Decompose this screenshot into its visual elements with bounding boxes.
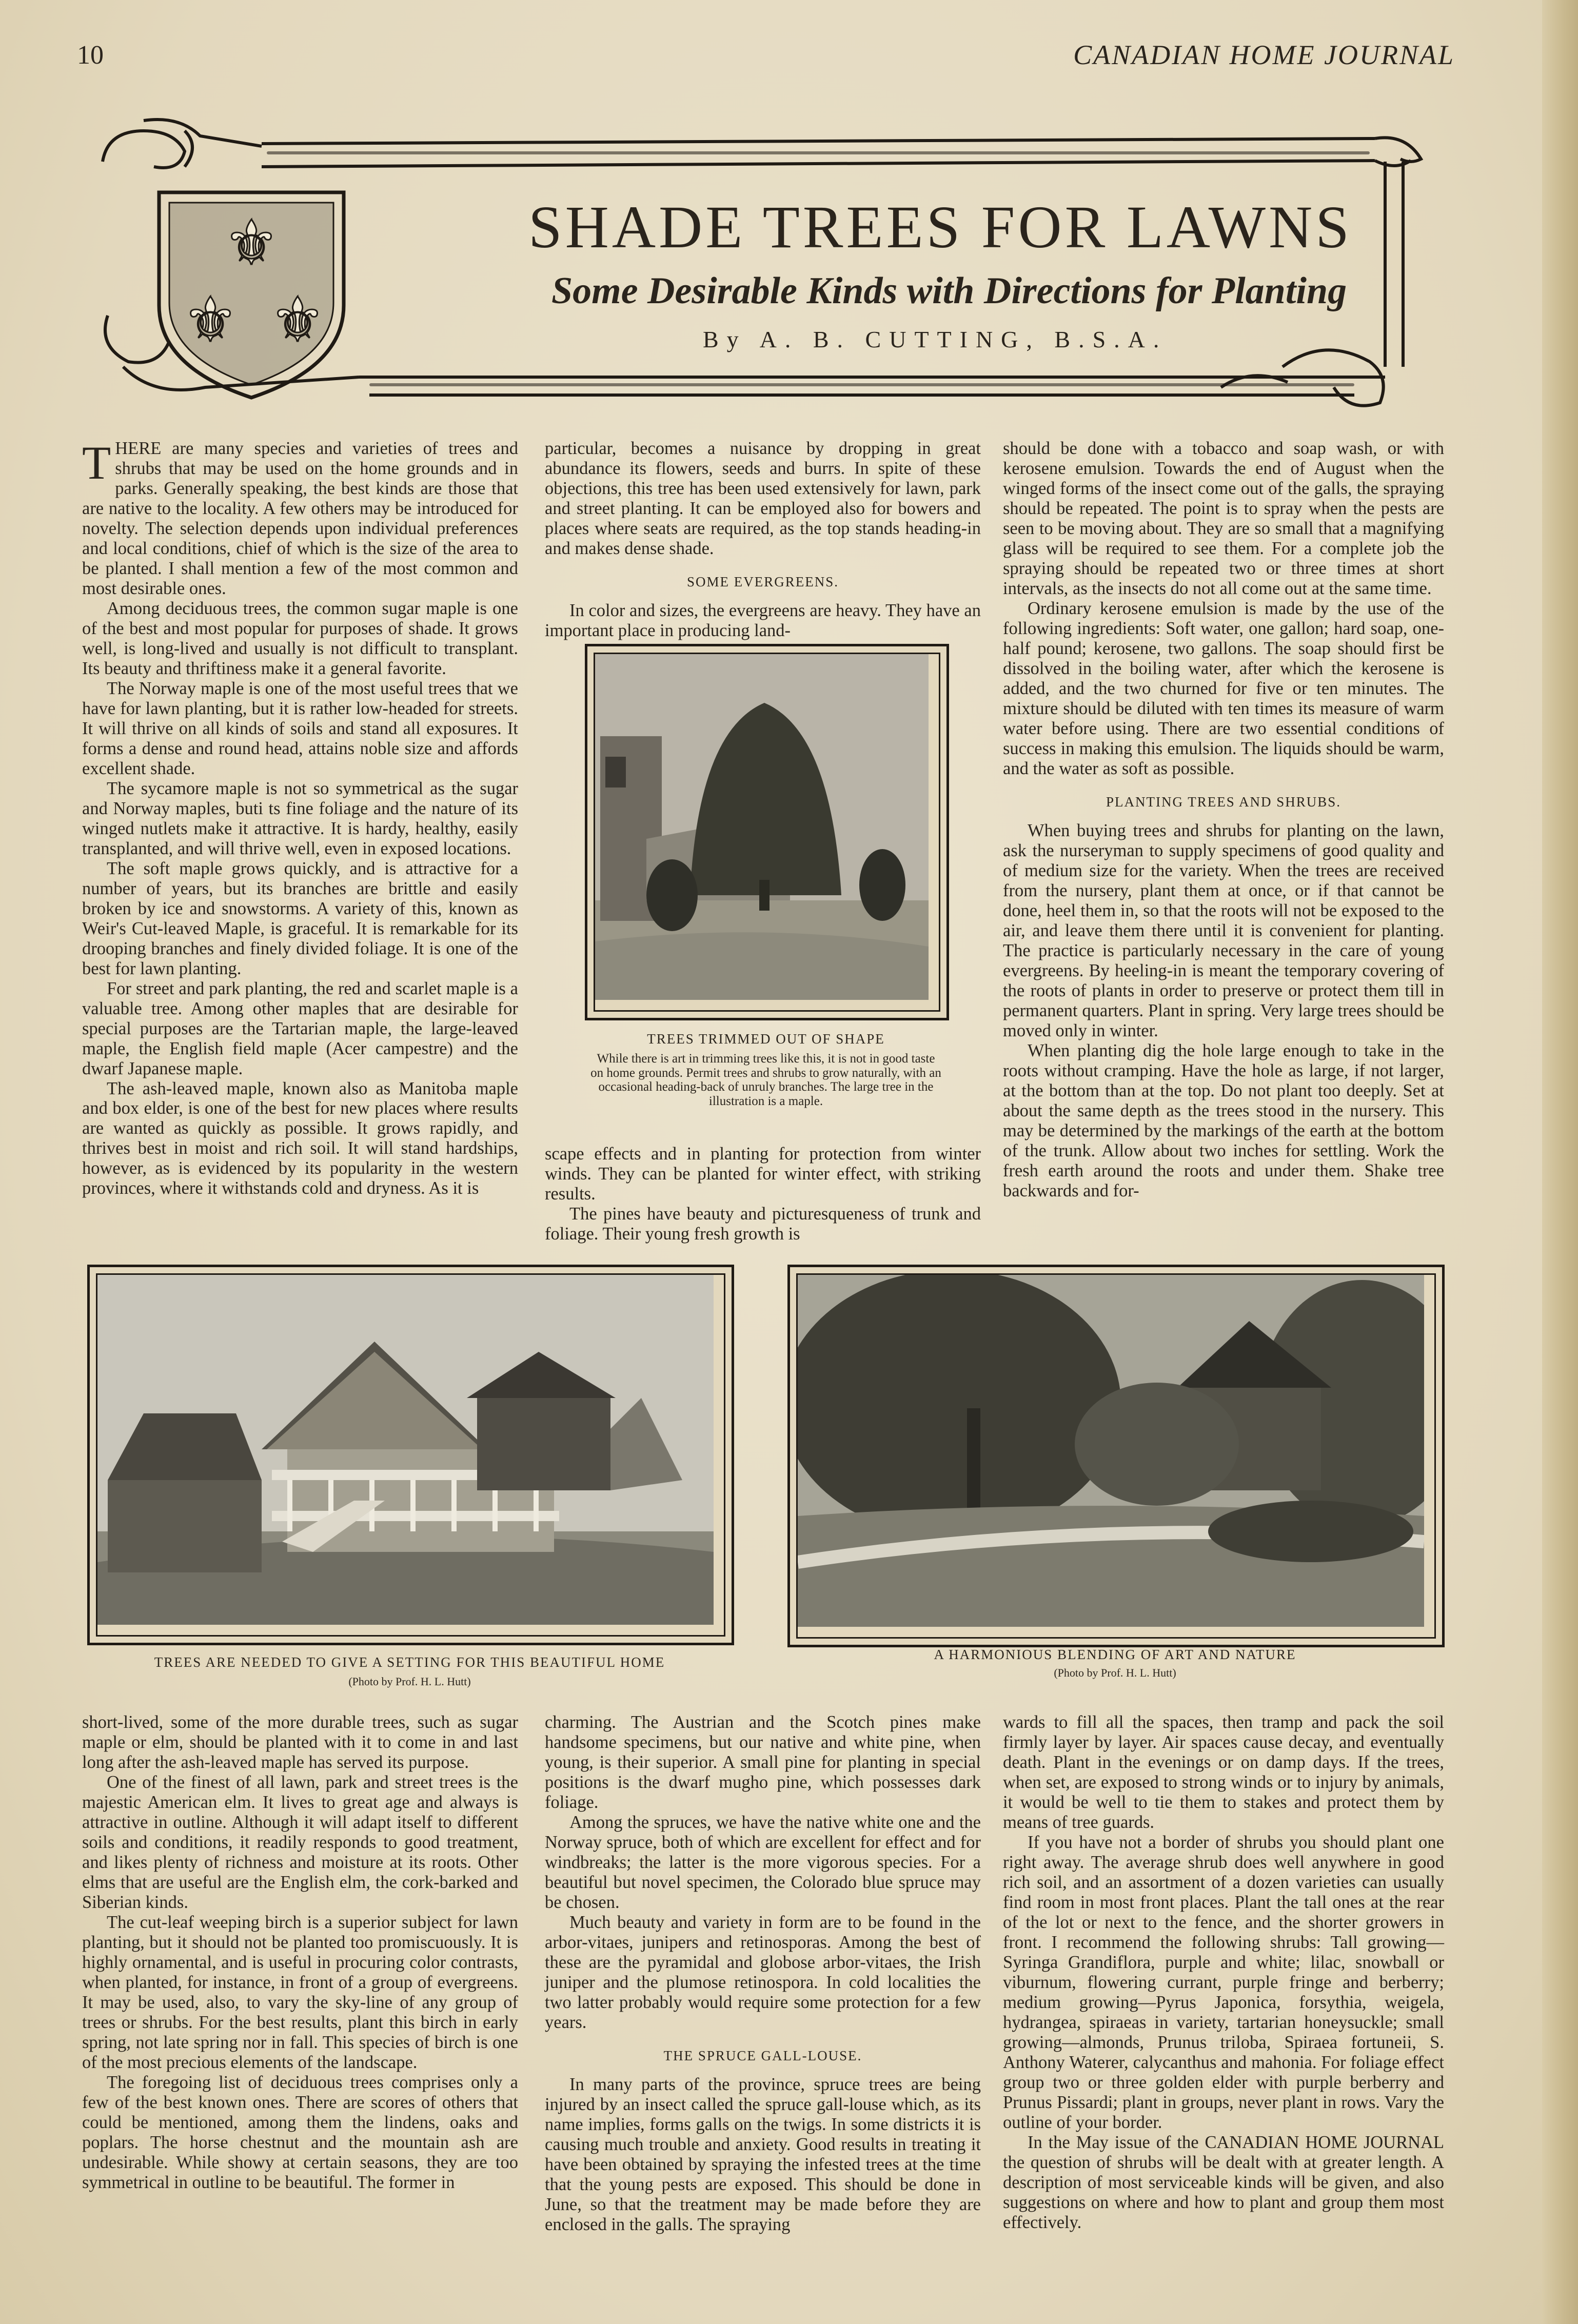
paragraph: Among the spruces, we have the native white one and the Norway spruce, both of which are excellent for effect and for windbreaks; the latter is the more vigorous species. For a beautiful but novel specimen, the Colorado blue spruce may be chosen. <box>545 1812 981 1912</box>
paragraph: wards to fill all the spaces, then tramp and pack the soil firmly layer by layer. Air spaces cause decay, and eventually death. Plant in the evenings or on damp days. If the trees, when set, are exposed to strong winds or to injury by animals, it would be well to tie them to stakes and protect them by means of tree guards. <box>1003 1712 1444 1832</box>
paragraph: scape effects and in planting for protection from winter winds. They can be planted for winter effect, with striking results. <box>545 1144 981 1204</box>
drop-cap: T <box>82 437 111 489</box>
section-heading: SOME EVERGREENS. <box>686 574 839 589</box>
house-photo-icon <box>97 1275 714 1625</box>
paragraph: In color and sizes, the evergreens are heavy. They have an important place in producing land- <box>545 601 981 641</box>
column-2-bottom <box>545 1712 981 2235</box>
svg-text:⚜: ⚜ <box>270 285 325 356</box>
paragraph: The soft maple grows quickly, and is attractive for a number of years, but its branches are brittle and easily broken by ice and snowstorms. A variety of this, known as Weir's Cut-leaved Maple, is graceful. It is remarkable for its drooping branches and finely divided foliage. It is one of the best for lawn planting. <box>82 858 518 978</box>
caption-trimmed-note: While there is art in trimming trees like this, it is not in good taste on home grounds. Permit trees and shrubs to grow naturally, with an occasional heading-back of unruly branches. The large tree in the illustration is a maple. <box>590 1052 941 1108</box>
paragraph: The foregoing list of deciduous trees comprises only a few of the best known ones. There are scores of others that could be mentioned, among them the lindens, oaks and poplars. The horse chestnut and the mountain ash are undesirable. While showy at certain seasons, they are too symmetrical in outline to be beautiful. The former in <box>82 2072 518 2192</box>
article-title: SHADE TREES FOR LAWNS <box>528 193 1352 261</box>
paragraph: THERE are many species and varieties of trees and shrubs that may be used on the home grounds and in parks. Generally speaking, the best kinds are those that are native to the locality. A few others may be introduced for novelty. The selection depends upon individual preferences and local conditions, chief of which is the size of the area to be planted. I shall mention a few of the most common and most desirable ones. <box>82 437 518 598</box>
photo-nature <box>787 1265 1445 1647</box>
column-1-bottom <box>82 1712 518 2193</box>
paragraph: The pines have beauty and picturesqueness of trunk and foliage. Their young fresh growth is <box>545 1204 981 1244</box>
svg-text:⚜: ⚜ <box>183 285 238 356</box>
column-3-bottom <box>1003 1712 1444 2233</box>
photo-trimmed-tree <box>585 644 949 1020</box>
paragraph: Much beauty and variety in form are to be found in the arbor-vitaes, junipers and retinosporas. Among the best of these are the pyramidal and globose arbor-vitaes, the Irish juniper and the plumose retinospora. In cold localities the two latter probably would require some protection for a few years. <box>545 1912 981 2032</box>
paragraph: particular, becomes a nuisance by dropping in great abundance its flowers, seeds and burrs. In spite of these objections, this tree has been used extensively for lawn, park and street planting. It can be employed also for bowers and places where seats are required, as the top stands heading-in and makes dense shade. <box>545 439 981 558</box>
paragraph: The ash-leaved maple, known also as Manitoba maple and box elder, is one of the best for new places where results are wanted as quickly as possible. It grows rapidly, and thrives best in moist and rich soil. It will stand hardships, however, as is evidenced by its popularity in the western provinces, where it withstands cold and dryness. As it is <box>82 1078 518 1198</box>
photo-home <box>87 1265 734 1645</box>
paragraph: For street and park planting, the red and scarlet maple is a valuable tree. Among other maples that are desirable for special purposes are the Tartarian maple, the large-leaved maple, the English field maple (Acer campestre) and the dwarf Japanese maple. <box>82 978 518 1078</box>
running-header: CANADIAN HOME JOURNAL <box>1073 40 1455 70</box>
article-byline: By A. B. CUTTING, B.S.A. <box>703 326 1168 352</box>
paragraph: If you have not a border of shrubs you should plant one right away. The average shrub does well anywhere in good rich soil, and an assortment of a dozen varieties can usually find room in most front places. Plant the tall ones at the rear of the lot or next to the fence, and the shorter growers in front. I recommend the following shrubs: Tall growing—Syringa Grandiflora, purple and white; lilac, snowball or viburnum, flowering currant, purple fringe and berberry; medium growing—Pyrus Japonica, forsythia, weigela, hydrangea, spiraeas in variety, tartarian honeysuckle; small growing—almonds, Prunus triloba, Spiraea fortuneii, S. Anthony Waterer, calycanthus and mahonia. For foliage effect group two or three golden elder with purple berberry and Prunus Pissardi; plant in groups, never plant in rows. Vary the outline of your border. <box>1003 1832 1444 2132</box>
paragraph: should be done with a tobacco and soap wash, or with kerosene emulsion. Towards the end of August when the winged forms of the insect come out of the galls, the spraying should be repeated. The point is to spray when the pests are seen to be moving about. They are so small that a magnifying glass will be required to see them. For a complete job the spraying should be repeated two or three times at short intervals, as the insects do not all come out at the same time. <box>1003 439 1444 598</box>
column-3-top <box>1003 439 1444 1201</box>
paragraph: Among deciduous trees, the common sugar maple is one of the best and most popular for purposes of shade. It grows well, is long-lived and usually is not difficult to transplant. Its beauty and thriftiness make it a general favorite. <box>82 598 518 678</box>
paragraph: short-lived, some of the more durable trees, such as sugar maple or elm, should be planted with it to come in and last long after the ash-leaved maple has served its purpose. <box>82 1712 518 1772</box>
column-1-top <box>82 439 518 1198</box>
caption-home-title: TREES ARE NEEDED TO GIVE A SETTING FOR THIS BEAUTIFUL HOME <box>154 1655 665 1670</box>
caption-home-credit: (Photo by Prof. H. L. Hutt) <box>348 1675 471 1688</box>
article-masthead <box>92 100 1457 418</box>
paragraph: When buying trees and shrubs for planting on the lawn, ask the nurseryman to supply specimens of good quality and of medium size for the variety. When the trees are received from the nursery, plant them at once, or if that cannot be done, heel them in, so that the roots will not be exposed to the air, and leave them there until it is convenient for planting. The practice is particularly necessary in the care of young evergreens. By heeling-in is meant the temporary covering of the roots of plants in order to preserve or protect them till in permanent quarters. Plant in spring. Very large trees should be moved only in winter. <box>1003 821 1444 1041</box>
svg-text:⚜: ⚜ <box>224 208 279 279</box>
garden-photo-icon <box>798 1275 1424 1627</box>
paragraph: In many parts of the province, spruce trees are being injured by an insect called the spruce gall-louse which, as its name implies, forms galls on the twigs. In some districts it is causing much trouble and anxiety. Good results in treating it have been obtained by spraying the infested trees at the time that the young pests are exposed. This should be done in June, so that the treatment may be made before they are enclosed in the galls. The spraying <box>545 2075 981 2235</box>
caption-nature-credit: (Photo by Prof. H. L. Hutt) <box>1054 1666 1176 1679</box>
column-2-top <box>545 439 981 641</box>
column-2-top-continued <box>545 1144 981 1244</box>
paragraph: The sycamore maple is not so symmetrical as the sugar and Norway maples, buti ts fine foliage and the nature of its winged nutlets make it attractive. It is hardy, healthy, easily transplanted, and will thrive well, even in exposed locations. <box>82 778 518 858</box>
section-heading: THE SPRUCE GALL-LOUSE. <box>663 2047 862 2063</box>
paragraph: The Norway maple is one of the most useful trees that we have for lawn planting, but it is rather low-headed for streets. It will thrive on all kinds of soils and stand all exposures. It forms a dense and round head, attains noble size and affords excellent shade. <box>82 678 518 778</box>
caption-trimmed-title: TREES TRIMMED OUT OF SHAPE <box>647 1031 885 1047</box>
paragraph: charming. The Austrian and the Scotch pines make handsome specimens, but our native and white pine, when young, is their superior. A small pine for planting in special positions is the dwarf mugho pine, which possesses dark foliage. <box>545 1712 981 1812</box>
binding-edge <box>1542 0 1578 2324</box>
page-number: 10 <box>77 41 104 70</box>
caption-nature-title: A HARMONIOUS BLENDING OF ART AND NATURE <box>934 1647 1296 1662</box>
paragraph: Ordinary kerosene emulsion is made by the use of the following ingredients: Soft water, one gallon; hard soap, one-half pound; kerosene, two gallons. The soap should first be dissolved in the boiling water, after which the kerosene is added, and the two churned for five or ten minutes. The mixture should be diluted with ten times its measure of warm water before using. There are two essential conditions of success in making this emulsion. The liquids should be warm, and the water as soft as possible. <box>1003 598 1444 778</box>
paragraph: When planting dig the hole large enough to take in the roots without cramping. Have the hole as large, if not larger, at the bottom than at the top. Do not plant too deeply. Set at about the same depth as the trees stood in the nursery. This may be determined by the markings of the earth at the bottom of the trunk. Allow about two inches for settling. Work the fresh earth around the roots and under them. Shake tree backwards and for- <box>1003 1041 1444 1200</box>
paragraph: In the May issue of the CANADIAN HOME JOURNAL the question of shrubs will be dealt with at greater length. A description of most serviceable kinds will be given, and also suggestions on where and how to plant and group them most effectively. <box>1003 2132 1444 2232</box>
tree-photo-icon <box>595 654 929 1000</box>
paragraph: One of the finest of all lawn, park and street trees is the majestic American elm. It lives to great age and always is attractive in outline. Although it will adapt itself to different soils and conditions, it readily responds to good treatment, and likes plenty of richness and moisture at its roots. Other elms that are useful are the English elm, the cork-barked and Siberian kinds. <box>82 1772 518 1912</box>
section-heading: PLANTING TREES AND SHRUBS. <box>1106 794 1342 810</box>
article-subtitle: Some Desirable Kinds with Directions for Planting <box>551 270 1347 312</box>
paragraph: The cut-leaf weeping birch is a superior subject for lawn planting, but it should not be planted too promiscuously. It is highly ornamental, and is useful in procuring color contrasts, when planted, for instance, in front of a group of evergreens. It may be used, also, to vary the sky-line of any group of trees or shrubs. For the best results, plant this birch in early spring, not late spring nor in fall. This species of birch is one of the most precious elements of the landscape. <box>82 1912 518 2072</box>
